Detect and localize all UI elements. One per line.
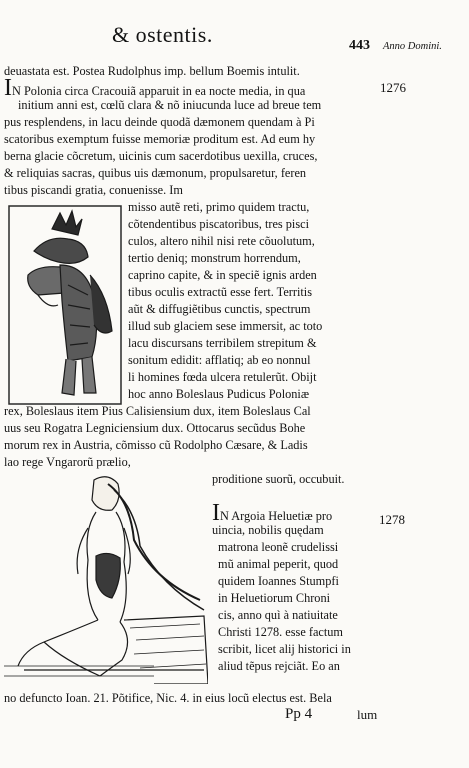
catchword: lum [357, 707, 378, 722]
text-line: aliud tẽpus rejciãt. Eo an [218, 659, 340, 673]
text-line: aũt & diffugiẽtibus cunctis, spectrum [128, 302, 311, 316]
text-line: initium anni est, cœlũ clara & nõ iniucunda luce ad breue tem [18, 98, 322, 112]
text-line: sonitum edidit: afflatiq; ab eo nonnul [128, 353, 311, 367]
margin-year-1276: 1276 [380, 80, 406, 95]
text-line: proditione suorũ, occubuit. [212, 472, 345, 486]
text-line: uus seu Rogatra Legniciensium dux. Ottocarus secũdus Bohe [4, 421, 306, 435]
text-line: lao rege Vngarorũ prælio, [4, 455, 131, 469]
monster-woodcut-image [8, 205, 122, 405]
text-line: no defuncto Ioan. 21. Põtifice, Nic. 4. in eius locũ electus est. Bela [4, 691, 332, 705]
text-line: scatoribus exemptum fuisse memoriæ proditum est. Ad eum hy [4, 132, 316, 146]
text-line: Christi 1278. esse factum [218, 625, 343, 639]
text-line: cis, anno quì à natiuitate [218, 608, 338, 622]
text-line: lacu discursans terribilem strepitum & [128, 336, 317, 350]
text-line: caprino capite, & in speciẽ ignis arden [128, 268, 317, 282]
text-line: misso autẽ reti, primo quidem tractu, [128, 200, 310, 214]
running-head: & ostentis. [112, 22, 213, 47]
text-line: hoc anno Boleslaus Pudicus Poloniæ [128, 387, 310, 401]
text-line: li homines fœda ulcera retulerũt. Obijt [128, 370, 317, 384]
text-line: in Heluetiorum Chroni [218, 591, 331, 605]
drop-cap: I [212, 500, 220, 526]
text-line: deuastata est. Postea Rudolphus imp. bellum Boemis intulit. [4, 64, 300, 78]
woman-lion-woodcut-image [4, 470, 208, 684]
page-number: 443 [349, 38, 370, 53]
text-line: tibus oculis extractũ esse fert. Territis [128, 285, 312, 299]
text-line: pus resplendens, in lacu deinde quodã dæmonem quendam à Pi [4, 115, 315, 129]
margin-year-1278: 1278 [379, 512, 405, 527]
text-line: cõtendentibus piscatoribus, tres pisci [128, 217, 310, 231]
text-line: matrona leonẽ crudelissi [218, 540, 339, 554]
text-line: rex, Boleslaus item Pius Calisiensium dux, item Boleslaus Cal [4, 404, 311, 418]
signature-mark: Pp 4 [285, 706, 313, 722]
text-line: berna glacie cõcretum, uicinis cum sacerdotibus uexilla, cruces, [4, 149, 318, 163]
text-line: mũ animal peperit, quod [218, 557, 339, 571]
text-line: scribit, licet alij historici in [218, 642, 351, 656]
text-line: tibus piscandi gratia, conuenisse. Im [4, 183, 183, 197]
text-line: quidem Ioannes Stumpfi [218, 574, 339, 588]
text-line: morum rex in Austria, cõmisso cũ Rodolpho Cæsare, & Ladis [4, 438, 308, 452]
text-line: culos, altero nihil nisi rete cõuolutum, [128, 234, 315, 248]
drop-cap: I [4, 75, 12, 101]
text-line: & reliquias sacras, quibus uis dæmonum, propulsaretur, feren [4, 166, 307, 180]
margin-note-anno-domini: Anno Domini. [383, 41, 442, 52]
text-line: IN Argoia Heluetiæ pro [212, 500, 333, 526]
text-line: illud sub glaciem sese immersit, ac toto [128, 319, 323, 333]
text-line: uincia, nobilis quędam [212, 523, 324, 537]
text-line: IN Polonia circa Cracouiã apparuit in ea nocte media, in qua [4, 75, 306, 101]
text-line: tertio deniq; monstrum horrendum, [128, 251, 301, 265]
